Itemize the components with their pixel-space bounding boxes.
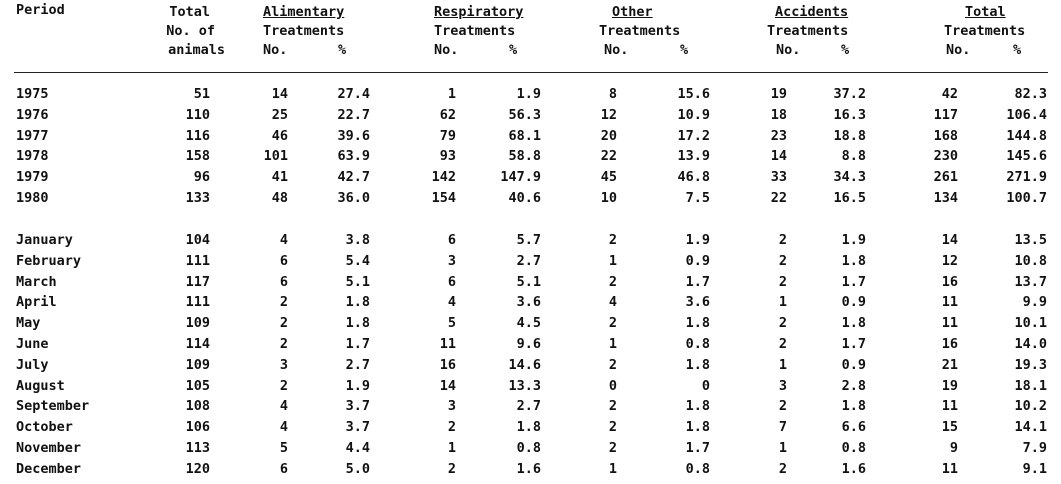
- alimentary-no-cell: 2: [279, 377, 288, 394]
- period-cell: 1975: [16, 86, 49, 102]
- total-pct-cell: 14.1: [1014, 419, 1047, 436]
- total-no-cell: 15: [941, 419, 958, 436]
- alimentary-no-cell: 101: [263, 148, 288, 165]
- other-no-cell: 2: [608, 356, 617, 373]
- total-pct-cell: 13.7: [1014, 273, 1047, 290]
- other-no-cell: 1: [608, 460, 617, 477]
- other-header: Other: [612, 4, 653, 20]
- alimentary-no-cell: 5: [279, 440, 288, 456]
- respiratory-pct-cell: 4.5: [516, 315, 541, 332]
- alimentary-pct-cell: 39.6: [337, 127, 370, 144]
- period-cell: August: [16, 377, 65, 394]
- total-pct-cell: 10.2: [1014, 398, 1047, 415]
- total-no-cell: 230: [933, 148, 958, 165]
- total-no-cell: 168: [933, 127, 958, 144]
- total-animals-cell: 96: [193, 169, 210, 186]
- respiratory-pct-cell: 13.3: [508, 377, 541, 394]
- other-no-cell: 22: [600, 148, 617, 165]
- other-pct-cell: 1.7: [685, 273, 710, 290]
- accidents-pct-cell: 0.8: [841, 440, 866, 456]
- period-cell: January: [16, 232, 73, 248]
- total-no-cell: 21: [941, 356, 958, 373]
- total-treatments-subheader: Treatments: [944, 23, 1026, 39]
- other-pct-cell: 15.6: [677, 86, 710, 102]
- period-cell: July: [16, 356, 49, 373]
- alimentary-no-cell: 6: [279, 273, 288, 290]
- alimentary-no-cell: 3: [279, 356, 288, 373]
- other-pct-cell: 46.8: [677, 169, 710, 186]
- respiratory-pct-cell: 1.9: [516, 86, 541, 102]
- total-animals-cell: 133: [185, 190, 210, 206]
- accidents-pct-cell: 37.2: [833, 86, 866, 102]
- respiratory-no-cell: 93: [439, 148, 456, 165]
- alimentary-no-cell: 25: [271, 106, 288, 123]
- other-no-cell: 45: [600, 169, 617, 186]
- other-pct-cell: 7.5: [685, 190, 710, 206]
- period-cell: 1976: [16, 106, 49, 123]
- accidents-no-cell: 2: [778, 315, 787, 332]
- alimentary-pct-cell: 63.9: [337, 148, 370, 165]
- total-animals-cell: 104: [185, 232, 210, 248]
- respiratory-pct-cell: 147.9: [500, 169, 541, 186]
- total-no-cell: 117: [933, 106, 958, 123]
- accidents-no-cell: 18: [770, 106, 787, 123]
- other-pct-cell: 0.8: [685, 460, 710, 477]
- alimentary-no-cell: 41: [271, 169, 288, 186]
- total-treatments-no-header: No.: [946, 42, 971, 58]
- other-pct-cell: 0.9: [685, 252, 710, 269]
- total-animals-cell: 120: [185, 460, 210, 477]
- period-cell: June: [16, 336, 49, 352]
- respiratory-pct-cell: 1.8: [516, 419, 541, 436]
- total-animals-cell: 108: [185, 398, 210, 415]
- respiratory-no-cell: 142: [431, 169, 456, 186]
- other-pct-cell: 1.8: [685, 398, 710, 415]
- total-pct-cell: 9.9: [1022, 294, 1047, 311]
- respiratory-no-cell: 2: [447, 419, 456, 436]
- total-treatments-pct-header: %: [1013, 42, 1022, 58]
- respiratory-pct-cell: 9.6: [516, 336, 541, 352]
- alimentary-no-cell: 6: [279, 252, 288, 269]
- total-animals-cell: 51: [193, 86, 210, 102]
- total-animals-cell: 105: [185, 377, 210, 394]
- accidents-no-cell: 2: [778, 252, 787, 269]
- respiratory-no-cell: 11: [439, 336, 456, 352]
- respiratory-no-cell: 14: [439, 377, 456, 394]
- accidents-pct-cell: 1.7: [841, 336, 866, 352]
- accidents-pct-cell: 0.9: [841, 356, 866, 373]
- other-subheader: Treatments: [599, 23, 681, 39]
- alimentary-pct-cell: 3.7: [345, 419, 370, 436]
- accidents-pct-cell: 2.8: [841, 377, 866, 394]
- accidents-no-cell: 1: [778, 440, 787, 456]
- total-pct-cell: 106.4: [1006, 106, 1047, 123]
- total-no-cell: 261: [933, 169, 958, 186]
- total-no-cell: 11: [941, 460, 958, 477]
- respiratory-pct-cell: 3.6: [516, 294, 541, 311]
- total-animals-cell: 117: [185, 273, 210, 290]
- accidents-pct-cell: 34.3: [833, 169, 866, 186]
- respiratory-no-cell: 6: [447, 232, 456, 248]
- total-animals-cell: 110: [185, 106, 210, 123]
- respiratory-pct-cell: 5.7: [516, 232, 541, 248]
- other-no-cell: 1: [608, 336, 617, 352]
- total-no-cell: 19: [941, 377, 958, 394]
- alimentary-no-cell: 4: [279, 419, 288, 436]
- other-no-cell: 0: [608, 377, 617, 394]
- other-no-cell: 2: [608, 232, 617, 248]
- other-no-cell: 1: [608, 252, 617, 269]
- respiratory-pct-cell: 40.6: [508, 190, 541, 206]
- respiratory-no-cell: 3: [447, 398, 456, 415]
- other-pct-header: %: [680, 42, 689, 58]
- period-cell: 1978: [16, 148, 49, 165]
- total-no-cell: 134: [933, 190, 958, 206]
- respiratory-header: Respiratory: [434, 4, 524, 20]
- accidents-pct-cell: 1.8: [841, 315, 866, 332]
- period-cell: 1980: [16, 190, 49, 206]
- respiratory-pct-cell: 1.6: [516, 460, 541, 477]
- total-animals-cell: 109: [185, 315, 210, 332]
- total-animals-header-line3: animals: [168, 42, 225, 58]
- other-pct-cell: 17.2: [677, 127, 710, 144]
- total-animals-header-line2: No. of: [166, 23, 215, 39]
- other-no-cell: 2: [608, 315, 617, 332]
- accidents-pct-cell: 1.9: [841, 232, 866, 248]
- accidents-no-cell: 2: [778, 336, 787, 352]
- total-pct-cell: 100.7: [1006, 190, 1047, 206]
- total-no-cell: 16: [941, 336, 958, 352]
- other-no-cell: 2: [608, 419, 617, 436]
- alimentary-pct-cell: 27.4: [337, 86, 370, 102]
- alimentary-pct-cell: 5.4: [345, 252, 370, 269]
- total-no-cell: 16: [941, 273, 958, 290]
- other-pct-cell: 0.8: [685, 336, 710, 352]
- other-pct-cell: 0: [701, 377, 710, 394]
- total-animals-cell: 114: [185, 336, 210, 352]
- accidents-no-cell: 1: [778, 294, 787, 311]
- alimentary-no-cell: 46: [271, 127, 288, 144]
- respiratory-no-cell: 2: [447, 460, 456, 477]
- total-pct-cell: 10.1: [1014, 315, 1047, 332]
- alimentary-pct-header: %: [338, 42, 347, 58]
- accidents-subheader: Treatments: [767, 23, 849, 39]
- accidents-pct-cell: 16.5: [833, 190, 866, 206]
- alimentary-pct-cell: 5.1: [345, 273, 370, 290]
- accidents-pct-cell: 1.8: [841, 252, 866, 269]
- alimentary-header: Alimentary: [263, 4, 345, 20]
- respiratory-no-cell: 6: [447, 273, 456, 290]
- total-pct-cell: 14.0: [1014, 336, 1047, 352]
- total-pct-cell: 19.3: [1014, 356, 1047, 373]
- accidents-no-cell: 23: [770, 127, 787, 144]
- other-pct-cell: 3.6: [685, 294, 710, 311]
- total-animals-cell: 111: [185, 252, 210, 269]
- accidents-pct-cell: 18.8: [833, 127, 866, 144]
- respiratory-no-header: No.: [434, 42, 459, 58]
- total-no-cell: 9: [949, 440, 958, 456]
- alimentary-no-header: No.: [263, 42, 288, 58]
- total-pct-cell: 10.8: [1014, 252, 1047, 269]
- alimentary-no-cell: 14: [271, 86, 288, 102]
- other-pct-cell: 13.9: [677, 148, 710, 165]
- accidents-pct-cell: 8.8: [841, 148, 866, 165]
- alimentary-pct-cell: 1.9: [345, 377, 370, 394]
- alimentary-pct-cell: 3.7: [345, 398, 370, 415]
- total-pct-cell: 7.9: [1022, 440, 1047, 456]
- accidents-pct-header: %: [841, 42, 850, 58]
- other-no-cell: 2: [608, 273, 617, 290]
- respiratory-pct-cell: 0.8: [516, 440, 541, 456]
- respiratory-no-cell: 4: [447, 294, 456, 311]
- respiratory-no-cell: 79: [439, 127, 456, 144]
- respiratory-pct-cell: 58.8: [508, 148, 541, 165]
- respiratory-pct-cell: 2.7: [516, 398, 541, 415]
- total-no-cell: 12: [941, 252, 958, 269]
- period-cell: April: [16, 294, 57, 311]
- accidents-no-cell: 33: [770, 169, 787, 186]
- total-no-cell: 11: [941, 294, 958, 311]
- total-animals-cell: 109: [185, 356, 210, 373]
- period-cell: November: [16, 440, 82, 456]
- accidents-no-cell: 2: [778, 232, 787, 248]
- other-no-cell: 20: [600, 127, 617, 144]
- alimentary-pct-cell: 42.7: [337, 169, 370, 186]
- header-divider: [14, 72, 1048, 73]
- respiratory-pct-cell: 56.3: [508, 106, 541, 123]
- respiratory-no-cell: 154: [431, 190, 456, 206]
- total-pct-cell: 144.8: [1006, 127, 1047, 144]
- alimentary-no-cell: 48: [271, 190, 288, 206]
- period-cell: October: [16, 419, 73, 436]
- period-cell: December: [16, 460, 82, 477]
- respiratory-pct-cell: 68.1: [508, 127, 541, 144]
- alimentary-pct-cell: 4.4: [345, 440, 370, 456]
- total-pct-cell: 13.5: [1014, 232, 1047, 248]
- alimentary-no-cell: 4: [279, 398, 288, 415]
- period-cell: 1977: [16, 127, 49, 144]
- respiratory-no-cell: 1: [447, 440, 456, 456]
- respiratory-pct-cell: 2.7: [516, 252, 541, 269]
- other-pct-cell: 1.7: [685, 440, 710, 456]
- total-treatments-header: Total: [965, 4, 1006, 20]
- other-no-cell: 2: [608, 398, 617, 415]
- period-cell: 1979: [16, 169, 49, 186]
- alimentary-pct-cell: 22.7: [337, 106, 370, 123]
- total-no-cell: 42: [941, 86, 958, 102]
- alimentary-subheader: Treatments: [263, 23, 345, 39]
- alimentary-pct-cell: 2.7: [345, 356, 370, 373]
- accidents-no-header: No.: [776, 42, 801, 58]
- other-pct-cell: 10.9: [677, 106, 710, 123]
- accidents-pct-cell: 6.6: [841, 419, 866, 436]
- respiratory-no-cell: 3: [447, 252, 456, 269]
- total-no-cell: 11: [941, 315, 958, 332]
- other-pct-cell: 1.8: [685, 419, 710, 436]
- other-pct-cell: 1.8: [685, 356, 710, 373]
- period-cell: March: [16, 273, 57, 290]
- accidents-pct-cell: 1.8: [841, 398, 866, 415]
- other-no-cell: 10: [600, 190, 617, 206]
- accidents-pct-cell: 1.7: [841, 273, 866, 290]
- period-cell: February: [16, 252, 82, 269]
- alimentary-pct-cell: 1.7: [345, 336, 370, 352]
- accidents-no-cell: 2: [778, 460, 787, 477]
- total-pct-cell: 18.1: [1014, 377, 1047, 394]
- other-pct-cell: 1.9: [685, 232, 710, 248]
- alimentary-no-cell: 6: [279, 460, 288, 477]
- accidents-no-cell: 1: [778, 356, 787, 373]
- respiratory-pct-header: %: [509, 42, 518, 58]
- alimentary-pct-cell: 3.8: [345, 232, 370, 248]
- alimentary-no-cell: 4: [279, 232, 288, 248]
- total-animals-cell: 158: [185, 148, 210, 165]
- alimentary-pct-cell: 36.0: [337, 190, 370, 206]
- respiratory-subheader: Treatments: [434, 23, 516, 39]
- alimentary-pct-cell: 5.0: [345, 460, 370, 477]
- total-pct-cell: 82.3: [1014, 86, 1047, 102]
- total-pct-cell: 9.1: [1022, 460, 1047, 477]
- accidents-pct-cell: 16.3: [833, 106, 866, 123]
- total-animals-cell: 116: [185, 127, 210, 144]
- alimentary-no-cell: 2: [279, 315, 288, 332]
- total-animals-cell: 113: [185, 440, 210, 456]
- other-no-cell: 8: [608, 86, 617, 102]
- total-no-cell: 11: [941, 398, 958, 415]
- respiratory-no-cell: 16: [439, 356, 456, 373]
- other-no-header: No.: [604, 42, 629, 58]
- other-no-cell: 12: [600, 106, 617, 123]
- other-no-cell: 2: [608, 440, 617, 456]
- alimentary-no-cell: 2: [279, 294, 288, 311]
- total-pct-cell: 271.9: [1006, 169, 1047, 186]
- accidents-no-cell: 22: [770, 190, 787, 206]
- accidents-no-cell: 19: [770, 86, 787, 102]
- period-cell: May: [16, 315, 41, 332]
- respiratory-no-cell: 1: [447, 86, 456, 102]
- accidents-pct-cell: 0.9: [841, 294, 866, 311]
- accidents-no-cell: 3: [778, 377, 787, 394]
- total-animals-cell: 106: [185, 419, 210, 436]
- alimentary-pct-cell: 1.8: [345, 294, 370, 311]
- total-pct-cell: 145.6: [1006, 148, 1047, 165]
- total-no-cell: 14: [941, 232, 958, 248]
- period-cell: September: [16, 398, 90, 415]
- respiratory-pct-cell: 5.1: [516, 273, 541, 290]
- other-no-cell: 4: [608, 294, 617, 311]
- alimentary-pct-cell: 1.8: [345, 315, 370, 332]
- respiratory-no-cell: 62: [439, 106, 456, 123]
- total-animals-cell: 111: [185, 294, 210, 311]
- accidents-no-cell: 2: [778, 398, 787, 415]
- period-header: Period: [16, 2, 65, 18]
- total-animals-header-line1: Total: [169, 4, 210, 20]
- other-pct-cell: 1.8: [685, 315, 710, 332]
- accidents-header: Accidents: [775, 4, 849, 20]
- accidents-no-cell: 14: [770, 148, 787, 165]
- accidents-no-cell: 7: [778, 419, 787, 436]
- accidents-no-cell: 2: [778, 273, 787, 290]
- respiratory-no-cell: 5: [447, 315, 456, 332]
- alimentary-no-cell: 2: [279, 336, 288, 352]
- accidents-pct-cell: 1.6: [841, 460, 866, 477]
- respiratory-pct-cell: 14.6: [508, 356, 541, 373]
